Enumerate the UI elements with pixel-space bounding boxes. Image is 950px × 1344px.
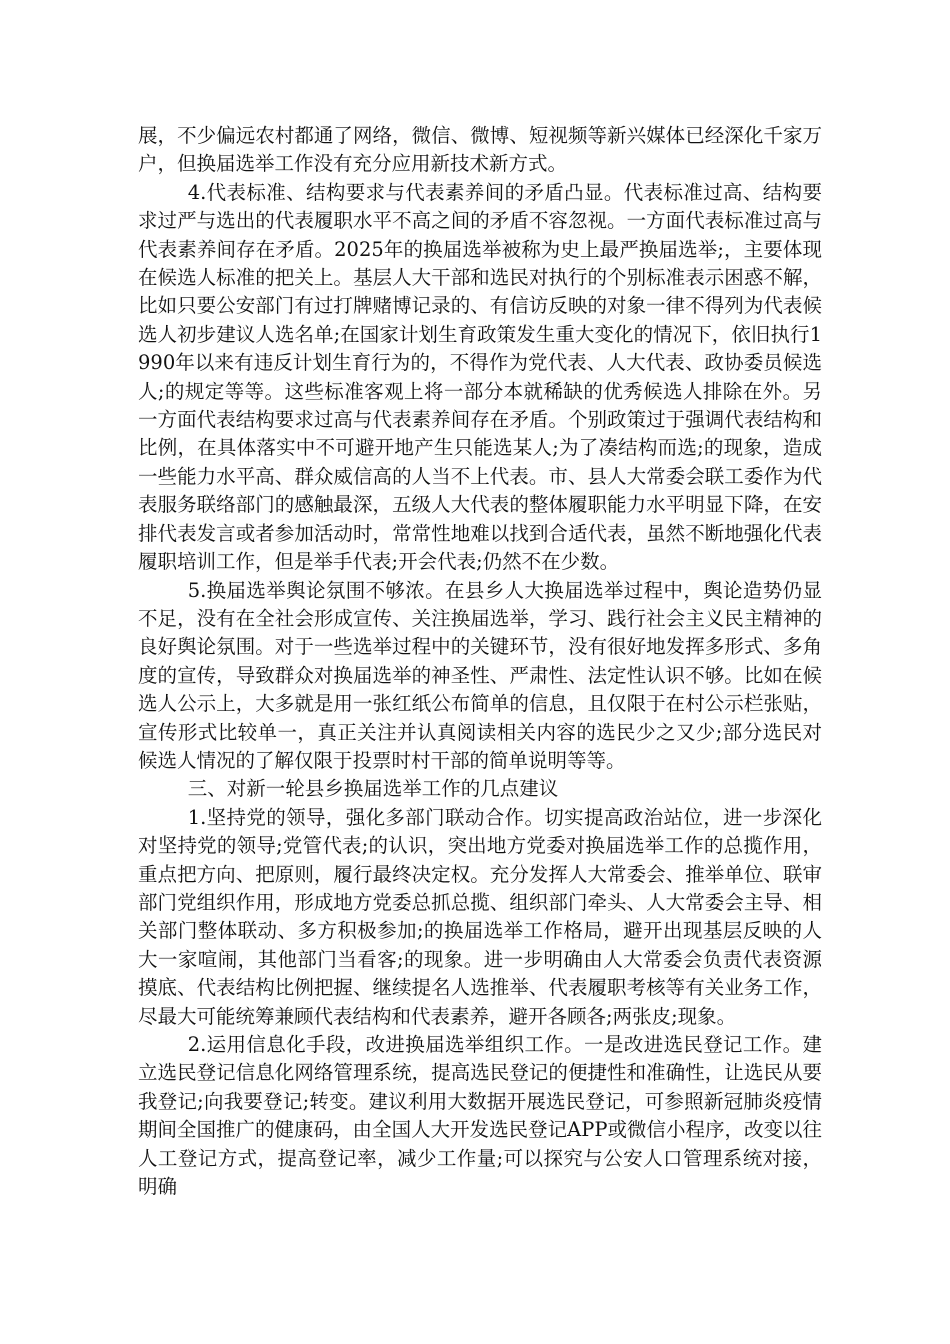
paragraph-suggestion-2: 2.运用信息化手段，改进换届选举组织工作。一是改进选民登记工作。建立选民登记信息化网络管理系统，提高选民登记的便捷性和准确性，让选民从要我登记;向我要登记;转变。建议利用大数据开展选民登记，可参照新冠肺炎疫情期间全国推广的健康码，由全国人大开发选民登记APP或微信小程序，改变以往人工登记方式，提高登记率，减少工作量;可以探究与公安人口管理系统对接，明确 [138,1033,822,1199]
paragraph-suggestion-1: 1.坚持党的领导，强化多部门联动合作。切实提高政治站位，进一步深化对坚持党的领导;党管代表;的认识，突出地方党委对换届选举工作的总揽作用，重点把方向、把原则，履行最终决定权。充分发挥人大常委会、推举单位、联审部门党组织作用，形成地方党委总抓总揽、组织部门牵头、人大常委会主导、相关部门整体联动、多方积极参加;的换届选举工作格局，避开出现基层反映的人大一家喧闹，其他部门当看客;的现象。进一步明确由人大常委会负责代表资源摸底、代表结构比例把握、继续提名人选推举、代表履职考核等有关业务工作，尽最大可能统筹兼顾代表结构和代表素养，避开各顾各;两张皮;现象。 [138,805,822,1028]
paragraph-continuation: 展，不少偏远农村都通了网络，微信、微博、短视频等新兴媒体已经深化千家万户，但换届选举工作没有充分应用新技术新方式。 [138,124,822,176]
section-heading-3: 三、对新一轮县乡换届选举工作的几点建议 [187,777,559,801]
paragraph-point-5: 5.换届选举舆论氛围不够浓。在县乡人大换届选举过程中，舆论造势仍显不足，没有在全社会形成宣传、关注换届选举，学习、践行社会主义民主精神的良好舆论氛围。对于一些选举过程中的关键环节，没有很好地发挥多形式、多角度的宣传，导致群众对换届选举的神圣性、严肃性、法定性认识不够。比如在候选人公示上，大多就是用一张红纸公布简单的信息，且仅限于在村公示栏张贴，宣传形式比较单一，真正关注并认真阅读相关内容的选民少之又少;部分选民对候选人情况的了解仅限于投票时村干部的简单说明等等。 [138,578,822,772]
document-body [138,122,822,1201]
paragraph-point-4: 4.代表标准、结构要求与代表素养间的矛盾凸显。代表标准过高、结构要求过严与选出的代表履职水平不高之间的矛盾不容忽视。一方面代表标准过高与代表素养间存在矛盾。2025年的换届选举被称为史上最严换届选举;，主要体现在候选人标准的把关上。基层人大干部和选民对执行的个别标准表示困惑不解，比如只要公安部门有过打牌赌博记录的、有信访反映的对象一律不得列为代表候选人初步建议人选名单;在国家计划生育政策发生重大变化的情况下，依旧执行1990年以来有违反计划生育行为的，不得作为党代表、人大代表、政协委员候选人;的规定等等。这些标准客观上将一部分本就稀缺的优秀候选人排除在外。另一方面代表结构要求过高与代表素养间存在矛盾。个别政策过于强调代表结构和比例，在具体落实中不可避开地产生只能选某人;为了凑结构而选;的现象，造成一些能力水平高、群众威信高的人当不上代表。市、县人大常委会联工委作为代表服务联络部门的感触最深，五级人大代表的整体履职能力水平明显下降，在安排代表发言或者参加活动时，常常性地难以找到合适代表，虽然不断地强化代表履职培训工作，但是举手代表;开会代表;仍然不在少数。 [138,180,822,574]
